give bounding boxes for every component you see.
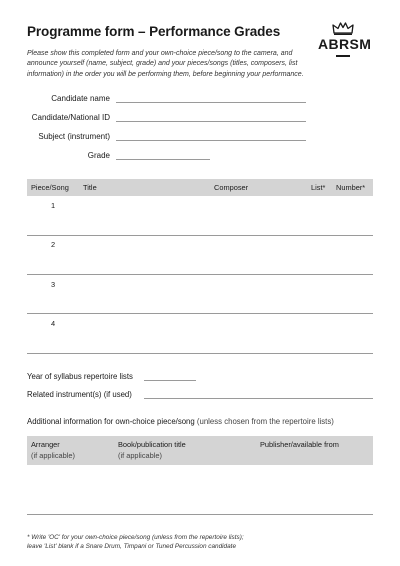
related-instruments-label: Related instrument(s) (if used) xyxy=(27,390,132,399)
table-row: 2 xyxy=(51,240,56,249)
related-instruments-field[interactable] xyxy=(144,398,373,399)
additional-info-title: Additional information for own-choice piece/song xyxy=(27,417,195,426)
col-book xyxy=(118,440,186,461)
row-divider xyxy=(27,514,373,515)
logo-underline xyxy=(336,55,350,57)
candidate-id-field[interactable] xyxy=(116,121,306,122)
col-piece: Piece/Song xyxy=(31,183,69,192)
intro-text: Please show this completed form and your own-choice piece/song to the camera, and announce yourself (name, subject, grade) and your pieces/songs (titles, composers, list information) in the order you will be performing them, before beginning your performance. xyxy=(27,50,304,78)
row-divider xyxy=(27,353,373,354)
col-arranger-label: Arranger xyxy=(31,440,60,449)
table-row: 4 xyxy=(51,319,56,328)
pieces-table-header xyxy=(27,179,373,196)
subject-label: Subject (instrument) xyxy=(38,132,110,141)
row-divider xyxy=(27,235,373,236)
syllabus-year-label: Year of syllabus repertoire lists xyxy=(27,372,133,381)
syllabus-year-field[interactable] xyxy=(144,380,196,381)
col-arranger-note: (if applicable) xyxy=(31,450,75,460)
page-title: Programme form – Performance Grades xyxy=(27,24,281,39)
row-divider xyxy=(27,274,373,275)
crown-icon xyxy=(332,22,354,35)
additional-info-note: (unless chosen from the repertoire lists) xyxy=(196,417,334,426)
col-publisher: Publisher/available from xyxy=(260,440,339,449)
grade-label: Grade xyxy=(87,151,110,160)
col-title: Title xyxy=(83,183,97,192)
additional-info-table-header xyxy=(27,436,373,465)
candidate-name-field[interactable] xyxy=(116,102,306,103)
grade-field[interactable] xyxy=(116,159,210,160)
row-divider xyxy=(27,313,373,314)
candidate-name-label: Candidate name xyxy=(51,94,110,103)
table-row: 3 xyxy=(51,280,56,289)
footnote xyxy=(27,533,287,551)
additional-info-heading xyxy=(27,417,334,426)
footnote-line-2: leave 'List' blank if a Snare Drum, Timpani or Tuned Percussion candidate xyxy=(27,543,236,550)
logo-text: ABRSM xyxy=(318,36,372,52)
footnote-line-1: * Write 'OC' for your own-choice piece/song (unless from the repertoire lists); xyxy=(27,534,244,541)
subject-field[interactable] xyxy=(116,140,306,141)
abrsm-logo xyxy=(318,22,372,57)
col-list: List* xyxy=(311,183,326,192)
col-composer: Composer xyxy=(214,183,249,192)
col-book-note: (if applicable) xyxy=(118,450,162,460)
col-book-label: Book/publication title xyxy=(118,440,186,449)
table-row: 1 xyxy=(51,201,56,210)
col-arranger xyxy=(31,440,75,461)
candidate-id-label: Candidate/National ID xyxy=(31,113,110,122)
col-number: Number* xyxy=(336,183,366,192)
